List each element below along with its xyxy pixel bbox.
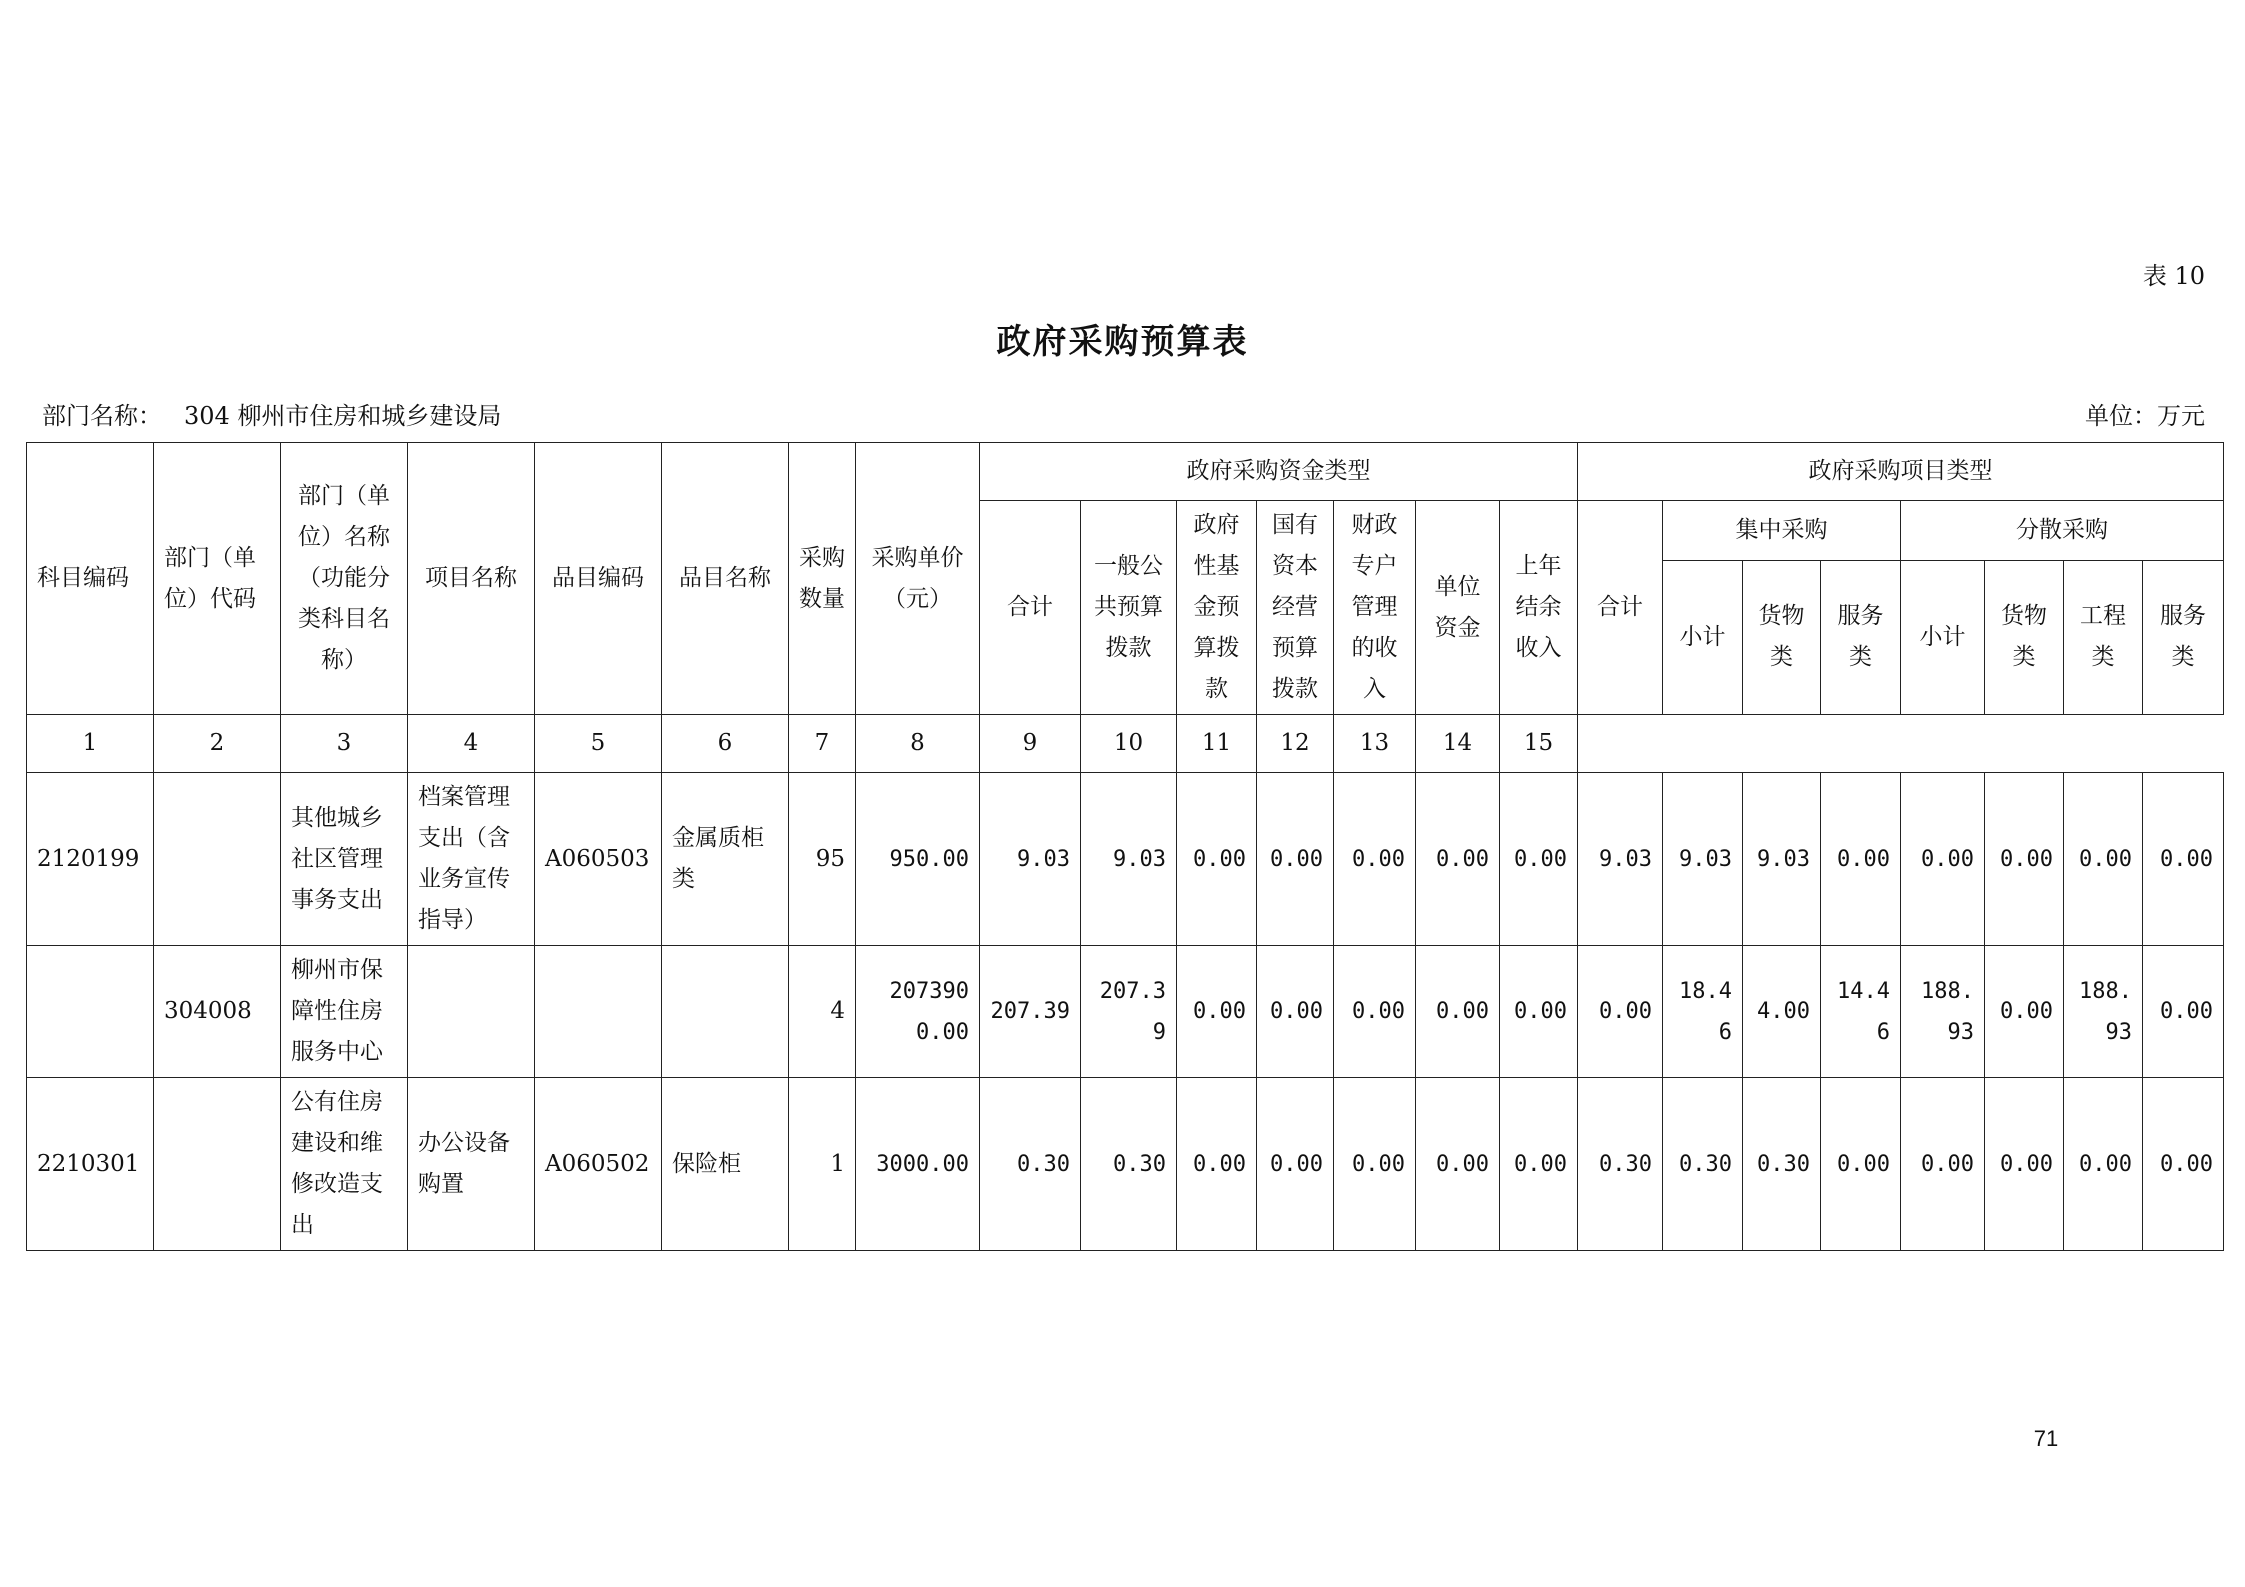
- cell-value: 0.00: [2064, 773, 2143, 946]
- index-cell: 4: [408, 715, 535, 773]
- cell-quantity: 95: [789, 773, 856, 946]
- index-cell: 12: [1257, 715, 1334, 773]
- header-item-name: 品目名称: [662, 443, 789, 715]
- cell-value: 4.00: [1743, 946, 1821, 1078]
- cell-unit-price: 950.00: [856, 773, 980, 946]
- cell-value: 0.00: [1416, 946, 1500, 1078]
- cell-item-name: 金属质柜类: [662, 773, 789, 946]
- cell-value: 0.00: [1901, 773, 1985, 946]
- header-dispersed-goods: 货物类: [1985, 560, 2064, 714]
- header-unit-price: 采购单价（元）: [856, 443, 980, 715]
- cell-value: 188.93: [2064, 946, 2143, 1078]
- cell-value: 0.00: [2143, 773, 2224, 946]
- cell-value: 0.00: [2143, 1078, 2224, 1251]
- cell-value: 18.46: [1663, 946, 1743, 1078]
- index-cell: 7: [789, 715, 856, 773]
- cell-value: 0.00: [1416, 773, 1500, 946]
- cell-value: 0.00: [1821, 1078, 1901, 1251]
- unit-label: 单位：万元: [2085, 402, 2205, 430]
- department-label: 部门名称：: [42, 402, 162, 430]
- index-cell: 9: [980, 715, 1081, 773]
- index-cell: 10: [1081, 715, 1177, 773]
- cell-value: 0.00: [1985, 946, 2064, 1078]
- cell-value: 0.00: [1901, 1078, 1985, 1251]
- cell-item-code: [535, 946, 662, 1078]
- index-cell: 13: [1334, 715, 1416, 773]
- cell-value: 9.03: [1743, 773, 1821, 946]
- cell-value: 0.00: [1257, 1078, 1334, 1251]
- cell-project-name: 办公设备购置: [408, 1078, 535, 1251]
- header-project-type: 政府采购项目类型: [1578, 443, 2224, 501]
- index-cell: 11: [1177, 715, 1257, 773]
- cell-value: 207.39: [980, 946, 1081, 1078]
- cell-value: 0.00: [1177, 773, 1257, 946]
- cell-value: 0.00: [1257, 946, 1334, 1078]
- header-centralized-goods: 货物类: [1743, 560, 1821, 714]
- cell-subject-code: 2120199: [27, 773, 154, 946]
- cell-item-code: A060502: [535, 1078, 662, 1251]
- cell-value: 0.30: [1081, 1078, 1177, 1251]
- cell-value: 0.30: [980, 1078, 1081, 1251]
- cell-dept-code: [154, 1078, 281, 1251]
- cell-value: 0.00: [2143, 946, 2224, 1078]
- index-cell: 6: [662, 715, 789, 773]
- cell-project-name: 档案管理支出（含业务宣传指导）: [408, 773, 535, 946]
- header-dispersed-subtotal: 小计: [1901, 560, 1985, 714]
- header-item-code: 品目编码: [535, 443, 662, 715]
- procurement-budget-table: [26, 442, 2224, 1251]
- cell-quantity: 4: [789, 946, 856, 1078]
- cell-dept-name: 其他城乡社区管理事务支出: [281, 773, 408, 946]
- department-value: 304 柳州市住房和城乡建设局: [184, 402, 502, 430]
- cell-value: 9.03: [1663, 773, 1743, 946]
- cell-unit-price: 2073900.00: [856, 946, 980, 1078]
- header-centralized-subtotal: 小计: [1663, 560, 1743, 714]
- cell-value: 0.00: [2064, 1078, 2143, 1251]
- cell-dept-code: 304008: [154, 946, 281, 1078]
- cell-value: 0.00: [1578, 946, 1663, 1078]
- header-unit-fund: 单位资金: [1416, 501, 1500, 715]
- cell-dept-code: [154, 773, 281, 946]
- cell-unit-price: 3000.00: [856, 1078, 980, 1251]
- header-row-1: [27, 443, 2224, 501]
- cell-item-name: 保险柜: [662, 1078, 789, 1251]
- index-row: [27, 715, 2224, 773]
- index-cell: 3: [281, 715, 408, 773]
- index-cell: 15: [1500, 715, 1578, 773]
- cell-value: 0.00: [1334, 773, 1416, 946]
- header-dept-name: 部门（单位）名称（功能分类科目名称）: [281, 443, 408, 715]
- header-fiscal-account: 财政专户管理的收入: [1334, 501, 1416, 715]
- header-quantity: 采购数量: [789, 443, 856, 715]
- cell-value: 0.30: [1743, 1078, 1821, 1251]
- cell-value: 14.46: [1821, 946, 1901, 1078]
- cell-value: 0.00: [1985, 1078, 2064, 1251]
- cell-value: 188.93: [1901, 946, 1985, 1078]
- cell-item-code: A060503: [535, 773, 662, 946]
- header-carryover: 上年结余收入: [1500, 501, 1578, 715]
- index-cell: 8: [856, 715, 980, 773]
- header-general-budget: 一般公共预算拨款: [1081, 501, 1177, 715]
- cell-dept-name: 柳州市保障性住房服务中心: [281, 946, 408, 1078]
- cell-value: 0.00: [1821, 773, 1901, 946]
- cell-item-name: [662, 946, 789, 1078]
- cell-value: 0.00: [1257, 773, 1334, 946]
- header-subject-code: 科目编码: [27, 443, 154, 715]
- table-row: [27, 1078, 2224, 1251]
- cell-value: 0.00: [1985, 773, 2064, 946]
- header-dispersed: 分散采购: [1901, 501, 2224, 561]
- header-fund-total: 合计: [980, 501, 1081, 715]
- header-dept-code: 部门（单位）代码: [154, 443, 281, 715]
- cell-value: 9.03: [1081, 773, 1177, 946]
- cell-value: 0.00: [1334, 946, 1416, 1078]
- cell-value: 9.03: [980, 773, 1081, 946]
- table-number: 表 10: [2142, 262, 2205, 290]
- header-project-total: 合计: [1578, 501, 1663, 715]
- cell-value: 0.30: [1663, 1078, 1743, 1251]
- index-cell: 14: [1416, 715, 1500, 773]
- cell-project-name: [408, 946, 535, 1078]
- cell-value: 0.00: [1334, 1078, 1416, 1251]
- cell-dept-name: 公有住房建设和维修改造支出: [281, 1078, 408, 1251]
- header-fund-type: 政府采购资金类型: [980, 443, 1578, 501]
- department-line: [42, 396, 501, 431]
- cell-value: 9.03: [1578, 773, 1663, 946]
- header-gov-fund: 政府性基金预算拨款: [1177, 501, 1257, 715]
- header-state-capital: 国有资本经营预算拨款: [1257, 501, 1334, 715]
- page-title: 政府采购预算表: [996, 322, 1249, 362]
- header-dispersed-services: 服务类: [2143, 560, 2224, 714]
- index-cell: 2: [154, 715, 281, 773]
- cell-subject-code: [27, 946, 154, 1078]
- index-cell: 5: [535, 715, 662, 773]
- index-cell: 1: [27, 715, 154, 773]
- cell-value: 0.00: [1500, 1078, 1578, 1251]
- cell-value: 0.00: [1416, 1078, 1500, 1251]
- header-centralized-services: 服务类: [1821, 560, 1901, 714]
- table-row: [27, 773, 2224, 946]
- cell-value: 0.30: [1578, 1078, 1663, 1251]
- page-number: 71: [2033, 1426, 2059, 1451]
- cell-value: 0.00: [1500, 773, 1578, 946]
- cell-value: 0.00: [1500, 946, 1578, 1078]
- cell-value: 0.00: [1177, 1078, 1257, 1251]
- table-row: [27, 946, 2224, 1078]
- cell-quantity: 1: [789, 1078, 856, 1251]
- header-dispersed-works: 工程类: [2064, 560, 2143, 714]
- cell-subject-code: 2210301: [27, 1078, 154, 1251]
- header-project-name: 项目名称: [408, 443, 535, 715]
- cell-value: 0.00: [1177, 946, 1257, 1078]
- cell-value: 207.39: [1081, 946, 1177, 1078]
- header-centralized: 集中采购: [1663, 501, 1901, 561]
